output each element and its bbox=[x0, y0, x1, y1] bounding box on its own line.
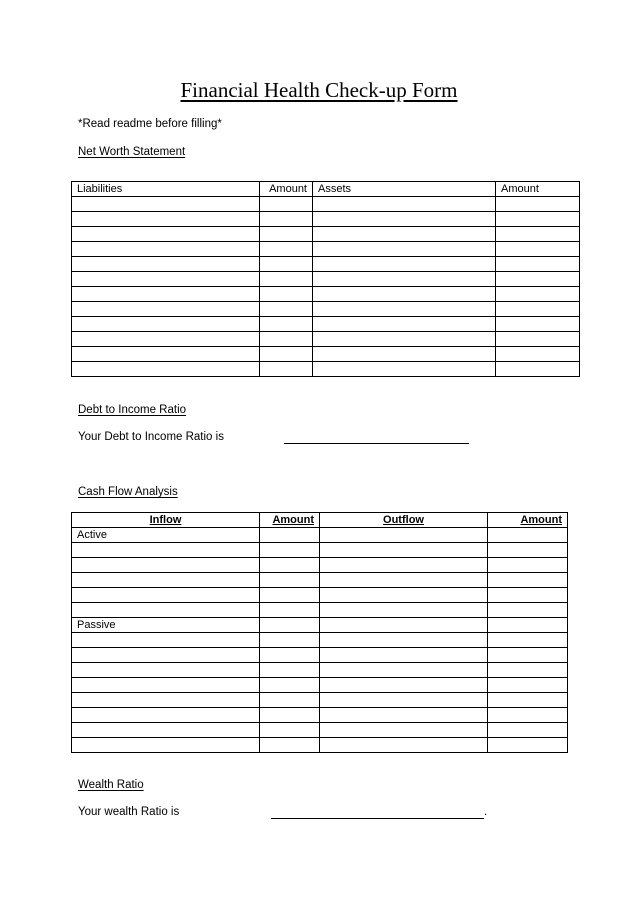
table-cell[interactable] bbox=[496, 197, 580, 212]
table-cell[interactable] bbox=[72, 242, 260, 257]
table-cell[interactable] bbox=[313, 227, 496, 242]
table-cell[interactable] bbox=[496, 227, 580, 242]
debt-ratio-heading: Debt to Income Ratio bbox=[78, 404, 187, 416]
table-cell[interactable] bbox=[72, 257, 260, 272]
table-cell[interactable] bbox=[72, 693, 260, 708]
table-cell[interactable] bbox=[72, 302, 260, 317]
table-cell[interactable] bbox=[488, 543, 568, 558]
table-cell[interactable] bbox=[72, 197, 260, 212]
table-cell[interactable] bbox=[260, 212, 313, 227]
table-row bbox=[72, 573, 568, 588]
header-assets: Assets bbox=[313, 182, 496, 197]
table-row bbox=[72, 618, 568, 633]
net-worth-heading: Net Worth Statement bbox=[78, 146, 186, 158]
table-cell[interactable] bbox=[488, 588, 568, 603]
form-title: Financial Health Check-up Form bbox=[180, 78, 458, 102]
table-row bbox=[72, 558, 568, 573]
table-cell[interactable] bbox=[260, 317, 313, 332]
table-cell[interactable] bbox=[488, 558, 568, 573]
table-cell[interactable] bbox=[313, 332, 496, 347]
table-cell[interactable] bbox=[313, 347, 496, 362]
table-cell[interactable] bbox=[320, 558, 488, 573]
header-inflow: Inflow bbox=[72, 513, 260, 528]
table-cell[interactable] bbox=[260, 603, 320, 618]
table-cell[interactable] bbox=[72, 212, 260, 227]
cash-flow-table bbox=[71, 512, 568, 753]
header-outflow: Outflow bbox=[320, 513, 488, 528]
table-cell[interactable] bbox=[260, 272, 313, 287]
table-cell[interactable] bbox=[320, 588, 488, 603]
table-cell[interactable] bbox=[260, 678, 320, 693]
table-cell[interactable] bbox=[72, 633, 260, 648]
table-row bbox=[72, 528, 568, 543]
table-cell[interactable] bbox=[260, 332, 313, 347]
table-row bbox=[72, 317, 580, 332]
table-cell[interactable] bbox=[313, 257, 496, 272]
table-cell[interactable] bbox=[488, 528, 568, 543]
wealth-ratio-blank-line[interactable] bbox=[271, 818, 484, 819]
table-row bbox=[72, 212, 580, 227]
table-cell[interactable] bbox=[320, 663, 488, 678]
table-cell[interactable] bbox=[72, 543, 260, 558]
table-cell[interactable] bbox=[320, 603, 488, 618]
table-cell[interactable] bbox=[496, 257, 580, 272]
table-row bbox=[72, 693, 568, 708]
table-cell[interactable] bbox=[320, 693, 488, 708]
header-amount: Amount bbox=[260, 182, 313, 197]
table-cell[interactable] bbox=[260, 362, 313, 377]
wealth-ratio-heading: Wealth Ratio bbox=[78, 779, 144, 791]
table-cell[interactable] bbox=[72, 362, 260, 377]
table-cell[interactable] bbox=[260, 242, 313, 257]
table-row bbox=[72, 287, 580, 302]
table-cell[interactable] bbox=[488, 678, 568, 693]
table-cell[interactable] bbox=[488, 618, 568, 633]
table-cell[interactable] bbox=[260, 693, 320, 708]
table-row bbox=[72, 633, 568, 648]
table-row bbox=[72, 543, 568, 558]
table-row bbox=[72, 603, 568, 618]
debt-ratio-label: Your Debt to Income Ratio is bbox=[78, 431, 224, 443]
table-cell[interactable] bbox=[260, 633, 320, 648]
table-cell[interactable] bbox=[488, 723, 568, 738]
table-cell[interactable] bbox=[260, 588, 320, 603]
wealth-ratio-label: Your wealth Ratio is bbox=[78, 806, 180, 818]
row-label-active[interactable]: Active bbox=[72, 528, 260, 543]
table-cell[interactable] bbox=[313, 317, 496, 332]
table-row bbox=[72, 302, 580, 317]
table-cell[interactable] bbox=[260, 558, 320, 573]
table-row bbox=[72, 257, 580, 272]
header-liabilities: Liabilities bbox=[72, 182, 260, 197]
table-cell[interactable] bbox=[72, 317, 260, 332]
table-cell[interactable] bbox=[72, 588, 260, 603]
table-cell[interactable] bbox=[72, 603, 260, 618]
header-amount: Amount bbox=[496, 182, 580, 197]
table-cell[interactable] bbox=[320, 633, 488, 648]
table-cell[interactable] bbox=[488, 738, 568, 753]
table-row bbox=[72, 708, 568, 723]
table-cell[interactable] bbox=[72, 678, 260, 693]
table-cell[interactable] bbox=[313, 302, 496, 317]
table-cell[interactable] bbox=[320, 543, 488, 558]
table-cell[interactable] bbox=[260, 227, 313, 242]
table-cell[interactable] bbox=[72, 347, 260, 362]
table-cell[interactable] bbox=[488, 708, 568, 723]
wealth-ratio-period: . bbox=[484, 806, 488, 818]
table-cell[interactable] bbox=[496, 317, 580, 332]
table-cell[interactable] bbox=[488, 633, 568, 648]
table-cell[interactable] bbox=[488, 648, 568, 663]
table-cell[interactable] bbox=[72, 332, 260, 347]
table-cell[interactable] bbox=[72, 723, 260, 738]
table-row bbox=[72, 242, 580, 257]
table-cell[interactable] bbox=[496, 272, 580, 287]
table-cell[interactable] bbox=[313, 362, 496, 377]
table-cell[interactable] bbox=[313, 242, 496, 257]
table-cell[interactable] bbox=[496, 362, 580, 377]
table-cell[interactable] bbox=[320, 618, 488, 633]
table-cell[interactable] bbox=[260, 573, 320, 588]
table-row bbox=[72, 723, 568, 738]
table-cell[interactable] bbox=[313, 272, 496, 287]
table-cell[interactable] bbox=[260, 347, 313, 362]
table-cell[interactable] bbox=[260, 618, 320, 633]
table-cell[interactable] bbox=[72, 648, 260, 663]
table-cell[interactable] bbox=[320, 678, 488, 693]
table-row bbox=[72, 738, 568, 753]
table-cell[interactable] bbox=[496, 242, 580, 257]
table-cell[interactable] bbox=[72, 287, 260, 302]
table-row bbox=[72, 197, 580, 212]
table-cell[interactable] bbox=[320, 738, 488, 753]
table-cell[interactable] bbox=[72, 708, 260, 723]
table-cell[interactable] bbox=[488, 663, 568, 678]
table-cell[interactable] bbox=[496, 347, 580, 362]
cash-flow-heading: Cash Flow Analysis bbox=[78, 486, 178, 498]
table-cell[interactable] bbox=[260, 648, 320, 663]
header-amount: Amount bbox=[488, 513, 568, 528]
table-cell[interactable] bbox=[72, 738, 260, 753]
table-cell[interactable] bbox=[496, 302, 580, 317]
table-cell[interactable] bbox=[488, 693, 568, 708]
net-worth-table bbox=[71, 181, 580, 377]
table-cell[interactable] bbox=[260, 257, 313, 272]
table-row bbox=[72, 588, 568, 603]
table-cell[interactable] bbox=[320, 573, 488, 588]
row-label-passive[interactable]: Passive bbox=[72, 618, 260, 633]
header-amount: Amount bbox=[260, 513, 320, 528]
table-row bbox=[72, 362, 580, 377]
table-cell[interactable] bbox=[72, 573, 260, 588]
table-cell[interactable] bbox=[260, 708, 320, 723]
table-cell[interactable] bbox=[320, 723, 488, 738]
table-cell[interactable] bbox=[72, 558, 260, 573]
table-cell[interactable] bbox=[313, 212, 496, 227]
table-cell[interactable] bbox=[313, 287, 496, 302]
table-row bbox=[72, 332, 580, 347]
table-cell[interactable] bbox=[260, 543, 320, 558]
table-row bbox=[72, 678, 568, 693]
table-cell[interactable] bbox=[260, 302, 313, 317]
table-cell[interactable] bbox=[496, 287, 580, 302]
table-cell[interactable] bbox=[260, 528, 320, 543]
table-cell[interactable] bbox=[320, 528, 488, 543]
table-cell[interactable] bbox=[72, 663, 260, 678]
table-row bbox=[72, 648, 568, 663]
table-cell[interactable] bbox=[313, 197, 496, 212]
table-cell[interactable] bbox=[496, 212, 580, 227]
table-cell[interactable] bbox=[260, 723, 320, 738]
table-cell[interactable] bbox=[72, 272, 260, 287]
table-row bbox=[72, 227, 580, 242]
table-cell[interactable] bbox=[496, 332, 580, 347]
table-cell[interactable] bbox=[488, 603, 568, 618]
table-cell[interactable] bbox=[260, 197, 313, 212]
table-cell[interactable] bbox=[488, 573, 568, 588]
table-row bbox=[72, 347, 580, 362]
readme-note: *Read readme before filling* bbox=[78, 118, 222, 130]
table-cell[interactable] bbox=[320, 648, 488, 663]
table-cell[interactable] bbox=[72, 227, 260, 242]
table-row bbox=[72, 663, 568, 678]
table-cell[interactable] bbox=[320, 708, 488, 723]
table-cell[interactable] bbox=[260, 287, 313, 302]
table-row bbox=[72, 272, 580, 287]
debt-ratio-blank-line[interactable] bbox=[284, 443, 469, 444]
table-cell[interactable] bbox=[260, 663, 320, 678]
table-cell[interactable] bbox=[260, 738, 320, 753]
